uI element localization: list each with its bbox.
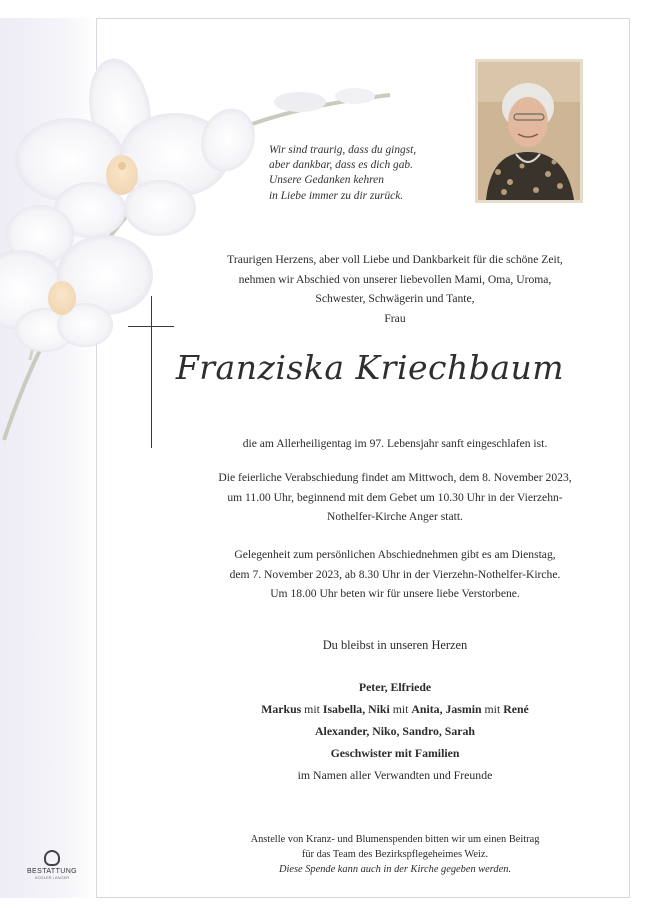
- donation-line: Anstelle von Kranz- und Blumenspenden bitten wir um einen Beitrag: [250, 834, 540, 845]
- deceased-name: Franziska Kriechbaum: [175, 348, 565, 387]
- intro-line: nehmen wir Abschied von unserer liebevollen Mami, Oma, Uroma,: [238, 272, 552, 286]
- viewing-line: Um 18.00 Uhr beten wir für unsere liebe Verstorbene.: [270, 587, 520, 601]
- cross-icon: [151, 296, 152, 448]
- logo-sub: KOGLER • ANGER: [34, 875, 70, 880]
- poem-line: Unsere Gedanken kehren: [269, 174, 384, 187]
- donation-note: [175, 832, 615, 877]
- family-member: Markus: [261, 702, 302, 716]
- orchid-illustration: [0, 30, 400, 460]
- funeral-home-logo: [22, 850, 82, 884]
- family-connector: mit: [484, 702, 501, 716]
- family-line: Geschwister mit Familien: [330, 746, 460, 760]
- poem-line: in Liebe immer zu dir zurück.: [269, 189, 404, 202]
- portrait-photo: [475, 59, 583, 203]
- poem-line: Wir sind traurig, dass du gingst,: [269, 144, 417, 156]
- viewing-text: [175, 545, 615, 604]
- donation-line: für das Team des Bezirkspflegeheimes Weiz.: [301, 849, 489, 860]
- farewell-ceremony-text: [175, 468, 615, 527]
- family-connector: mit: [392, 702, 409, 716]
- poem-line: aber dankbar, dass es dich gab.: [269, 159, 413, 172]
- intro-line: Traurigen Herzens, aber voll Liebe und Dankbarkeit für die schöne Zeit,: [227, 253, 563, 266]
- family-member: Anita,: [411, 702, 443, 716]
- family-line: [175, 698, 615, 720]
- family-member: Niki: [368, 702, 390, 716]
- logo-word: BESTATTUNG: [26, 868, 78, 875]
- viewing-line: Gelegenheit zum persönlichen Abschiednehmen gibt es am Dienstag,: [234, 548, 556, 561]
- farewell-line: um 11.00 Uhr, beginnend mit dem Gebet um 10.30 Uhr in der Vierzehn-: [227, 490, 563, 504]
- heart-line: Du bleibst in unseren Herzen: [322, 638, 468, 652]
- flame-icon: [44, 850, 60, 866]
- family-line: Peter, Elfriede: [358, 680, 432, 694]
- donation-line: Diese Spende kann auch in der Kirche gegeben werden.: [278, 864, 512, 875]
- family-line: Alexander, Niko, Sandro, Sarah: [315, 724, 475, 738]
- passing-line: die am Allerheiligentag im 97. Lebensjahr sanft eingeschlafen ist.: [242, 437, 548, 450]
- family-line: im Namen aller Verwandten und Freunde: [297, 768, 493, 782]
- memorial-poem: [269, 143, 469, 204]
- cross-bar: [128, 326, 174, 327]
- family-member: Isabella,: [322, 702, 366, 716]
- viewing-line: dem 7. November 2023, ab 8.30 Uhr in der Vierzehn-Nothelfer-Kirche.: [229, 567, 561, 581]
- family-member: René: [503, 702, 529, 716]
- farewell-line: Nothelfer-Kirche Anger statt.: [327, 510, 463, 524]
- intro-line: Schwester, Schwägerin und Tante,: [315, 292, 475, 306]
- family-connector: mit: [304, 702, 320, 716]
- family-member: Jasmin: [445, 702, 482, 716]
- intro-text: [175, 250, 615, 328]
- farewell-line: Die feierliche Verabschiedung findet am Mittwoch, dem 8. November 2023,: [218, 471, 572, 484]
- intro-line: Frau: [384, 311, 406, 325]
- family-list: [175, 676, 615, 786]
